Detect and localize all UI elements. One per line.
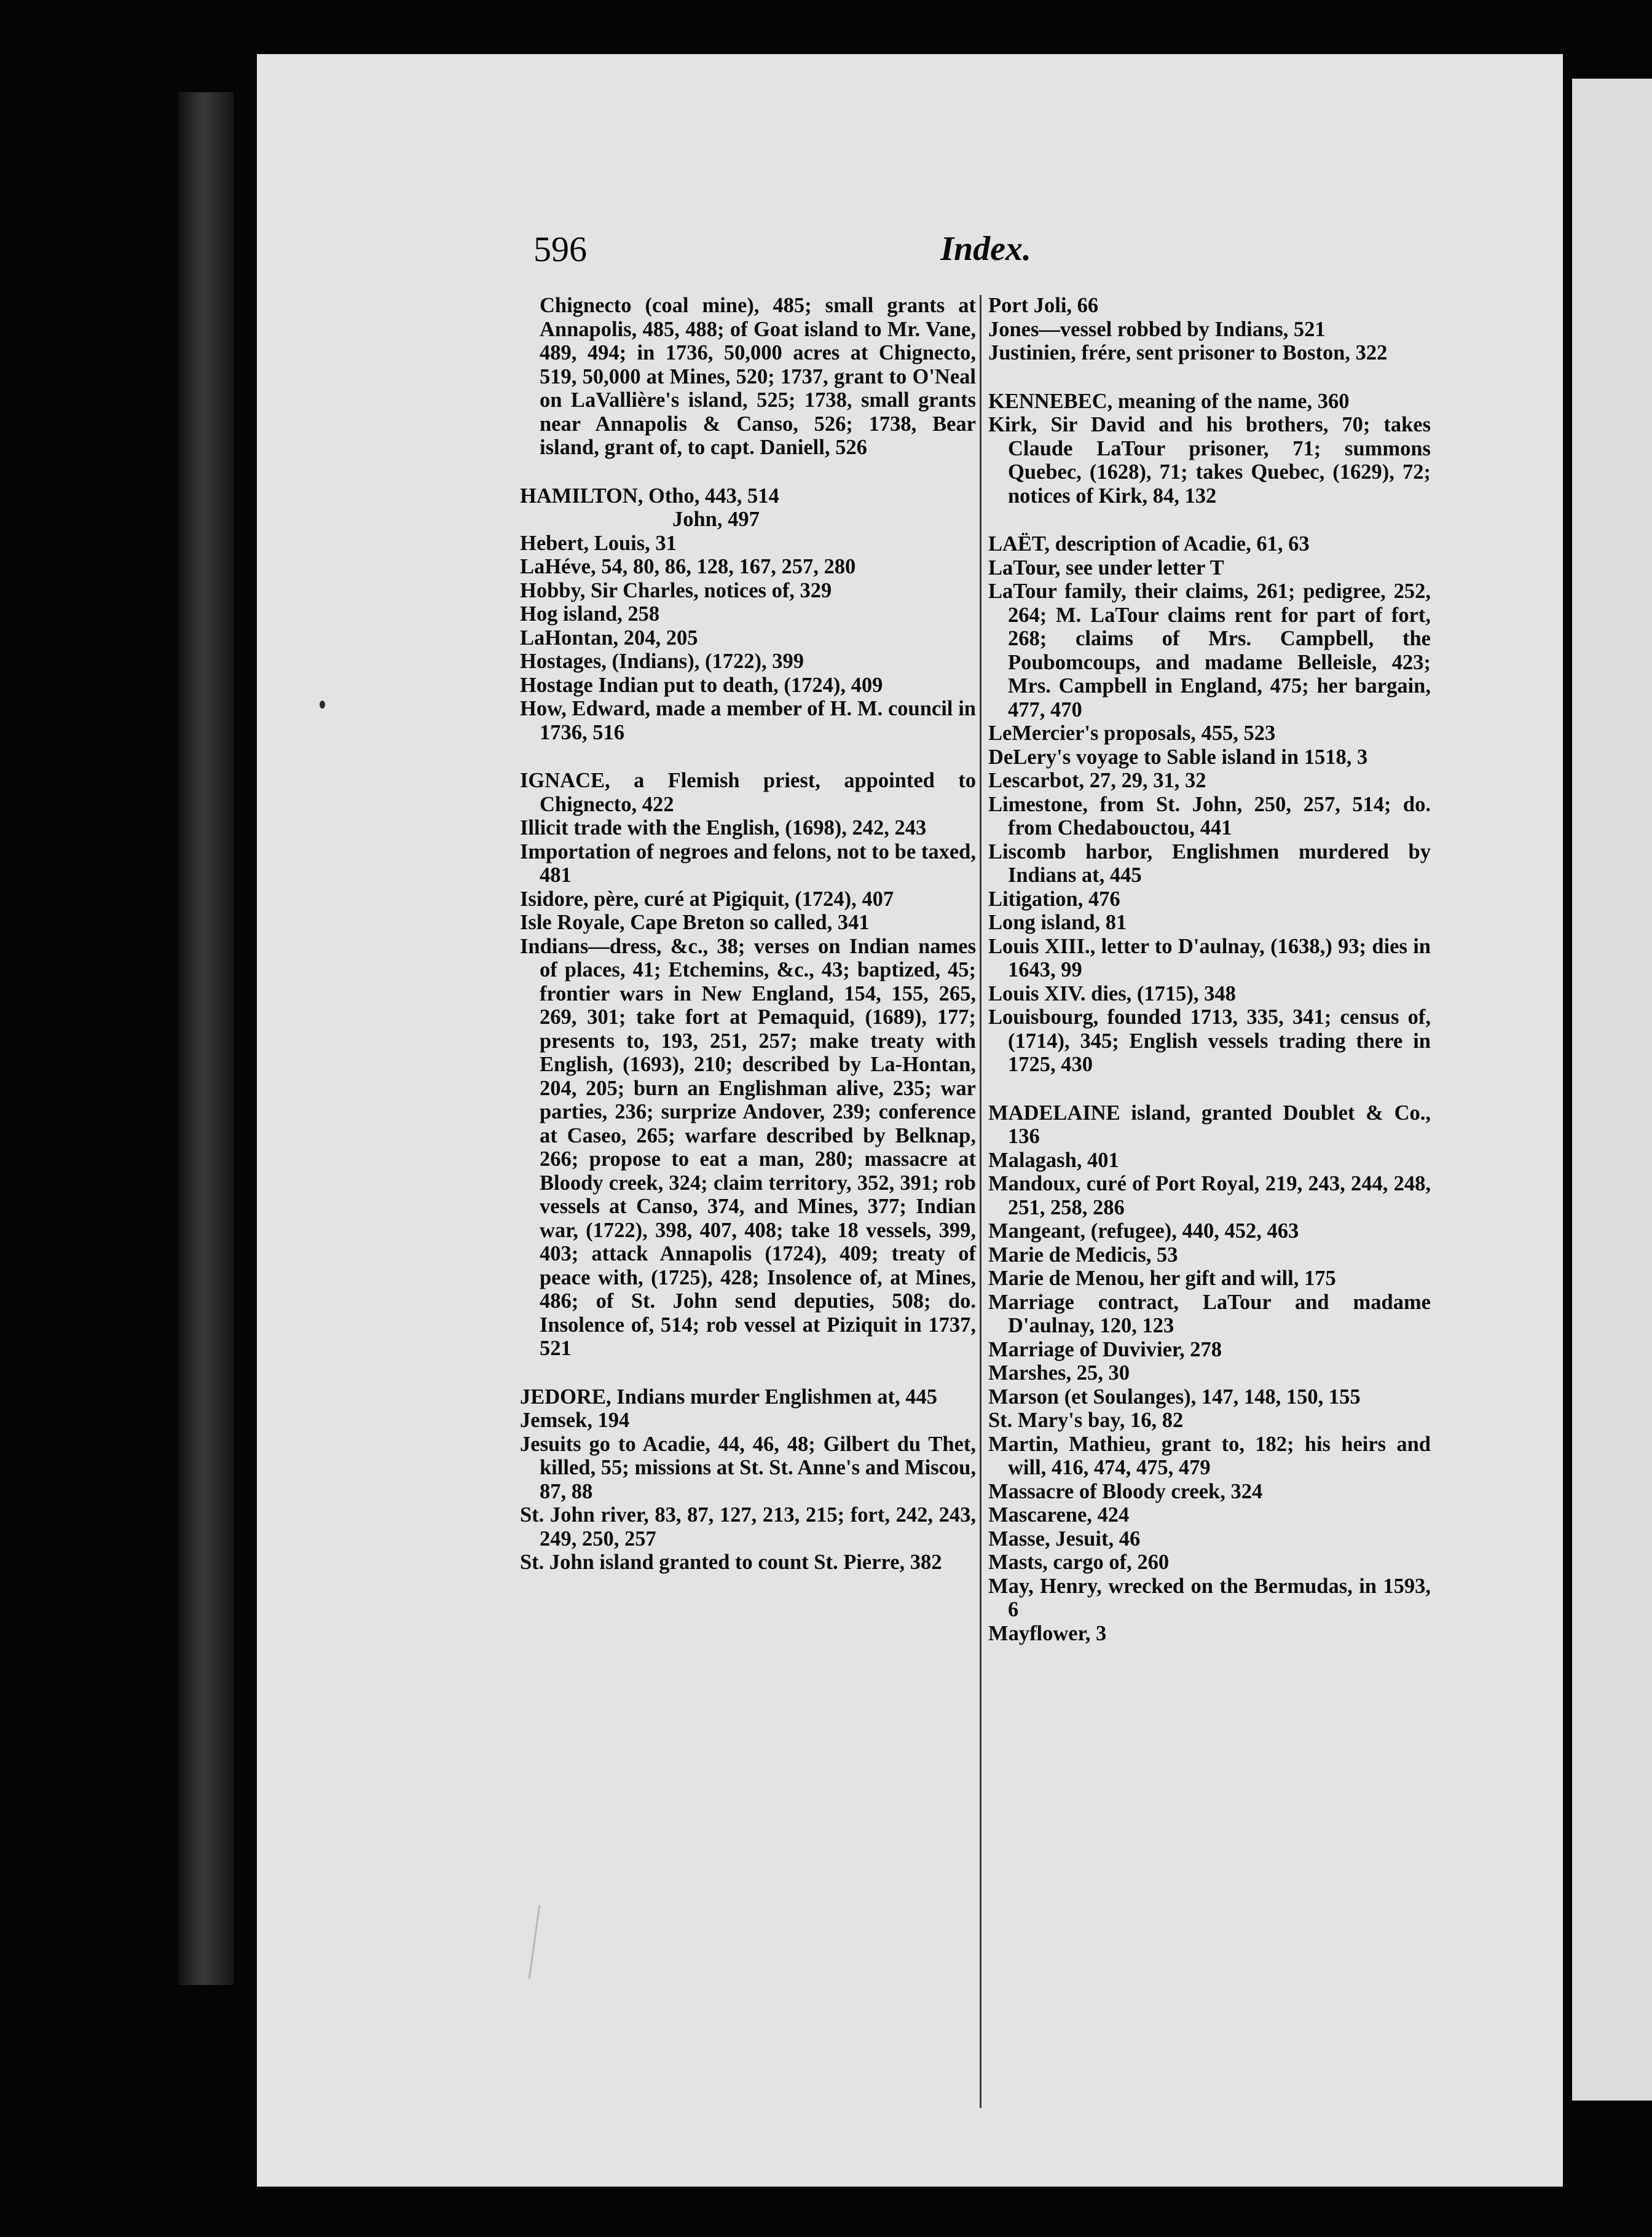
- index-entry: Louis XIII., letter to D'aulnay, (1638,) 93; dies in 1643, 99: [988, 934, 1431, 981]
- index-entry: Marie de Menou, her gift and will, 175: [988, 1267, 1336, 1290]
- index-entry: Illicit trade with the English, (1698), 242, 243: [520, 816, 927, 839]
- index-entry: Marriage contract, LaTour and madame D'aulnay, 120, 123: [988, 1290, 1431, 1337]
- index-entry: Kirk, Sir David and his brothers, 70; takes Claude LaTour prisoner, 71; summons Quebec, (1628), 71; takes Quebec, (1629), 72; notices of Kirk, 84, 132: [988, 413, 1431, 508]
- index-column-left: [520, 294, 976, 1575]
- index-entry: Long island, 81: [988, 911, 1127, 934]
- index-entry: Masse, Jesuit, 46: [988, 1527, 1141, 1551]
- index-entry: Lescarbot, 27, 29, 31, 32: [988, 769, 1206, 792]
- index-entry: Mayflower, 3: [988, 1621, 1107, 1645]
- running-head: Index.: [940, 230, 1031, 268]
- index-entry: Jesuits go to Acadie, 44, 46, 48; Gilbert du Thet, killed, 55; missions at St. St. Anne's and Miscou, 87, 88: [520, 1432, 976, 1503]
- index-entry: Louisbourg, founded 1713, 335, 341; census of, (1714), 345; English vessels trading there in 1725, 430: [988, 1005, 1431, 1076]
- index-entry: Liscomb harbor, Englishmen murdered by Indians at, 445: [988, 839, 1431, 887]
- index-entry: Mascarene, 424: [988, 1503, 1130, 1527]
- index-entry: Marriage of Duvivier, 278: [988, 1337, 1222, 1361]
- ink-mark: [320, 701, 325, 709]
- index-entry: LaTour, see under letter T: [988, 556, 1224, 580]
- index-entry: St. John island granted to count St. Pierre, 382: [520, 1551, 942, 1574]
- index-entry: IGNACE, a Flemish priest, appointed to Chignecto, 422: [520, 769, 976, 816]
- index-entry: Marie de Medicis, 53: [988, 1243, 1178, 1267]
- index-entry: Mandoux, curé of Port Royal, 219, 243, 244, 248, 251, 258, 286: [988, 1172, 1431, 1219]
- index-entry: DeLery's voyage to Sable island in 1518, 3: [988, 745, 1368, 769]
- index-entry: Marson (et Soulanges), 147, 148, 150, 155: [988, 1385, 1361, 1409]
- index-entry: MADELAINE island, granted Doublet & Co., 136: [988, 1101, 1431, 1148]
- index-entry: LeMercier's proposals, 455, 523: [988, 721, 1276, 745]
- index-entry: How, Edward, made a member of H. M. council in 1736, 516: [520, 697, 976, 744]
- index-entry: Massacre of Bloody creek, 324: [988, 1479, 1263, 1503]
- index-entry: LaHéve, 54, 80, 86, 128, 167, 257, 280: [520, 555, 856, 578]
- index-entry: May, Henry, wrecked on the Bermudas, in 1593, 6: [988, 1574, 1431, 1621]
- index-entry: Isle Royale, Cape Breton so called, 341: [520, 911, 870, 934]
- index-entry: Jemsek, 194: [520, 1409, 630, 1432]
- index-entry: Hebert, Louis, 31: [520, 531, 677, 555]
- index-entry: LaTour family, their claims, 261; pedigree, 252, 264; M. LaTour claims rent for part of fort, 268; claims of Mrs. Campbell, the Poubomcoups, and madame Belleisle, 423; Mrs. Campbell in England, 475; her bargain, 477, 470: [988, 580, 1431, 721]
- index-entry: Limestone, from St. John, 250, 257, 514; do. from Chedabouctou, 441: [988, 792, 1431, 839]
- index-entry: Malagash, 401: [988, 1148, 1119, 1172]
- page-number: 596: [533, 229, 587, 269]
- index-entry: Litigation, 476: [988, 887, 1120, 911]
- index-entry: Hostage Indian put to death, (1724), 409: [520, 673, 883, 697]
- index-entry: Martin, Mathieu, grant to, 182; his heirs and will, 416, 474, 475, 479: [988, 1432, 1431, 1479]
- page-header: [533, 221, 1031, 277]
- index-entry: John, 497: [672, 508, 760, 531]
- index-entry: Louis XIV. dies, (1715), 348: [988, 981, 1236, 1005]
- index-entry: St. Mary's bay, 16, 82: [988, 1409, 1184, 1432]
- facing-page-edge: [1572, 79, 1652, 2101]
- index-entry: Port Joli, 66: [988, 294, 1099, 317]
- index-entry: St. John river, 83, 87, 127, 213, 215; fort, 242, 243, 249, 250, 257: [520, 1503, 976, 1551]
- index-entry: LAËT, description of Acadie, 61, 63: [988, 532, 1310, 556]
- index-entry: Hog island, 258: [520, 602, 660, 626]
- index-entry: Mangeant, (refugee), 440, 452, 463: [988, 1219, 1299, 1243]
- index-entry: Importation of negroes and felons, not to be taxed, 481: [520, 839, 976, 887]
- index-entry: Justinien, frére, sent prisoner to Boston, 322: [988, 341, 1388, 364]
- index-entry: Indians—dress, &c., 38; verses on Indian names of places, 41; Etchemins, &c., 43; baptized, 45; frontier wars in New England, 154, 155, 265, 269, 301; take fort at Pemaquid, (1689), 177; presents to, 193, 251, 257; make treaty with English, (1693), 210; described by La-Hontan, 204, 205; burn an Englishman alive, 235; war parties, 236; surprize Andover, 239; conference at Caseo, 265; warfare described by Belknap, 266; propose to eat a man, 280; massacre at Bloody creek, 324; claim territory, 352, 391; rob vessels at Canso, 374, and Mines, 377; Indian war, (1722), 398, 407, 408; take 18 vessels, 399, 403; attack Annapolis (1724), 409; treaty of peace with, (1725), 428; Insolence of, at Mines, 486; of St. John send deputies, 508; do. Insolence of, 514; rob vessel at Piziquit in 1737, 521: [520, 934, 976, 1360]
- index-entry: KENNEBEC, meaning of the name, 360: [988, 389, 1350, 413]
- column-divider: [980, 295, 981, 2108]
- index-entry: JEDORE, Indians murder Englishmen at, 445: [520, 1385, 937, 1409]
- index-entry: Hostages, (Indians), (1722), 399: [520, 650, 804, 673]
- index-column-right: [988, 294, 1431, 1645]
- index-entry: Masts, cargo of, 260: [988, 1551, 1170, 1574]
- index-entry: LaHontan, 204, 205: [520, 626, 698, 650]
- index-entry: Marshes, 25, 30: [988, 1361, 1130, 1385]
- index-entry: Hobby, Sir Charles, notices of, 329: [520, 578, 832, 602]
- index-entry: Chignecto (coal mine), 485; small grants at Annapolis, 485, 488; of Goat island to Mr. Vane, 489, 494; in 1736, 50,000 acres at Chignecto, 519, 50,000 at Mines, 520; 1737, grant to O'Neal on LaVallière's island, 525; 1738, small grants near Annapolis & Canso, 526; 1738, Bear island, grant of, to capt. Daniell, 526: [540, 294, 976, 459]
- book-binding-edge: [178, 92, 234, 1985]
- index-entry: HAMILTON, Otho, 443, 514: [520, 484, 779, 508]
- index-entry: Jones—vessel robbed by Indians, 521: [988, 317, 1326, 341]
- index-entry: Isidore, père, curé at Pigiquit, (1724), 407: [520, 887, 894, 911]
